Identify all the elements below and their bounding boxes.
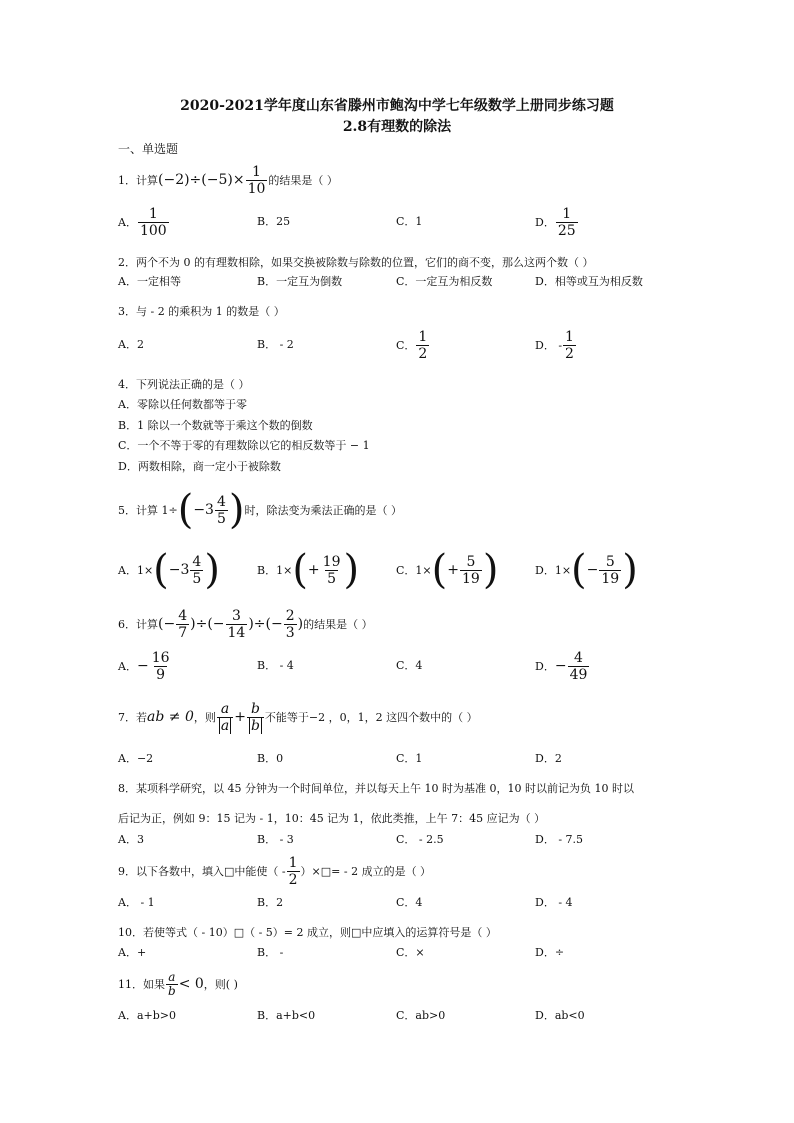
q10-option-b[interactable]: B． - bbox=[257, 946, 284, 959]
q5-option-c[interactable]: C．1× ( + $\frac{5}{19}$ ) bbox=[396, 547, 499, 593]
question-5-stem: 5．计算 1÷ ( −3 $\frac{4}{5}$ ) 时，除法变为乘法正确的是（ ） bbox=[118, 487, 402, 533]
q6-option-c[interactable]: C．4 bbox=[396, 659, 423, 672]
q1-expression: (−2)÷(−5)× bbox=[158, 172, 245, 188]
q11-option-a[interactable]: A．a+b>0 bbox=[118, 1009, 176, 1022]
question-6-stem: 6．计算 (− $\frac{4}{7}$ )÷(− $\frac{3}{14}$ )÷(− $\frac{2}{3}$ ) 的结果是（ ） bbox=[118, 607, 373, 641]
q4-option-a[interactable]: A．零除以任何数都等于零 bbox=[118, 398, 247, 411]
question-11-stem: 11．如果 $\frac{a}{b}$ < 0 ，则( ) bbox=[118, 969, 238, 998]
q5-option-a[interactable]: A．1× ( −3 $\frac{4}{5}$ ) bbox=[118, 547, 220, 593]
q1-fraction: $\frac{1}{10}$ bbox=[247, 163, 266, 197]
q1-a-fraction: $\frac{1}{100}$ bbox=[139, 205, 167, 239]
q9-option-b[interactable]: B．2 bbox=[257, 896, 284, 909]
q7-option-d[interactable]: D．2 bbox=[535, 752, 562, 765]
q7-option-a[interactable]: A．−2 bbox=[118, 752, 154, 765]
q9-option-d[interactable]: D． - 4 bbox=[535, 896, 573, 909]
q1-option-c[interactable]: C．1 bbox=[396, 215, 423, 228]
q7-option-b[interactable]: B．0 bbox=[257, 752, 284, 765]
q3-option-d[interactable]: D． - $\frac{1}{2}$ bbox=[535, 328, 574, 362]
q3-d-fraction: $\frac{1}{2}$ bbox=[565, 328, 574, 362]
q2-option-c[interactable]: C．一定互为相反数 bbox=[396, 275, 493, 288]
q3-option-c[interactable]: C． $\frac{1}{2}$ bbox=[396, 328, 428, 362]
doc-title-line2: 2.8有理数的除法 bbox=[342, 119, 452, 135]
q10-option-c[interactable]: C．× bbox=[396, 946, 425, 959]
q8-option-b[interactable]: B． - 3 bbox=[257, 833, 294, 846]
q1-label: 1．计算 bbox=[118, 174, 158, 187]
q11-option-c[interactable]: C．ab>0 bbox=[396, 1009, 446, 1022]
q1-option-b[interactable]: B．25 bbox=[257, 215, 291, 228]
question-2-stem: 2．两个不为 0 的有理数相除，如果交换被除数与除数的位置，它们的商不变，那么这两个数（ ） bbox=[118, 256, 594, 269]
q4-option-b[interactable]: B．1 除以一个数就等于乘这个数的倒数 bbox=[118, 419, 313, 432]
question-7-stem: 7．若 ab ≠ 0 ，则 $\frac{a}{a}$ + $\frac{b}{b}$ 不能等于−2 ，0，1，2 这四个数中的（ ） bbox=[118, 700, 478, 734]
question-9-stem: 9．以下各数中，填入□中能使（ - $\frac{1}{2}$ ）×□= - 2 成立的是（ ） bbox=[118, 854, 432, 888]
q11-option-b[interactable]: B．a+b<0 bbox=[257, 1009, 316, 1022]
q6-option-d[interactable]: D． − $\frac{4}{49}$ bbox=[535, 649, 588, 683]
q2-option-d[interactable]: D．相等或互为相反数 bbox=[535, 275, 643, 288]
q1-d-fraction: $\frac{1}{25}$ bbox=[557, 205, 576, 239]
question-3-stem: 3．与 - 2 的乘积为 1 的数是（ ） bbox=[118, 305, 285, 318]
q3-option-a[interactable]: A．2 bbox=[118, 338, 144, 351]
q8-option-d[interactable]: D． - 7.5 bbox=[535, 833, 584, 846]
q4-option-c[interactable]: C．一个不等于零的有理数除以它的相反数等于 − 1 bbox=[118, 439, 370, 452]
q4-option-d[interactable]: D．两数相除，商一定小于被除数 bbox=[118, 460, 281, 473]
q3-option-b[interactable]: B． - 2 bbox=[257, 338, 294, 351]
q3-c-fraction: $\frac{1}{2}$ bbox=[418, 328, 428, 362]
q6-option-b[interactable]: B． - 4 bbox=[257, 659, 294, 672]
q1-suffix: 的结果是（ ） bbox=[268, 174, 338, 187]
q1-option-d[interactable]: D． $\frac{1}{25}$ bbox=[535, 205, 576, 239]
q10-option-a[interactable]: A．+ bbox=[118, 946, 147, 959]
q5-fraction: $\frac{4}{5}$ bbox=[216, 493, 226, 527]
question-1-stem bbox=[118, 160, 338, 200]
question-8-stem-line1: 8．某项科学研究，以 45 分钟为一个时间单位，并以每天上午 10 时为基准 0，10 时以前记为负 10 时以 bbox=[118, 782, 634, 795]
q7-option-c[interactable]: C．1 bbox=[396, 752, 423, 765]
question-10-stem: 10．若使等式（ - 10）□（ - 5）= 2 成立，则□中应填入的运算符号是（ ） bbox=[118, 926, 497, 939]
doc-title-line1: 2020-2021学年度山东省滕州市鲍沟中学七年级数学上册同步练习题 bbox=[180, 98, 614, 114]
q8-option-c[interactable]: C． - 2.5 bbox=[396, 833, 444, 846]
q9-option-c[interactable]: C．4 bbox=[396, 896, 423, 909]
q5-option-b[interactable]: B．1× ( + $\frac{19}{5}$ ) bbox=[257, 547, 360, 593]
q11-option-d[interactable]: D．ab<0 bbox=[535, 1009, 585, 1022]
q2-option-a[interactable]: A．一定相等 bbox=[118, 275, 181, 288]
q8-option-a[interactable]: A．3 bbox=[118, 833, 144, 846]
section-heading: 一、单选题 bbox=[118, 142, 179, 156]
question-4-stem: 4．下列说法正确的是（ ） bbox=[118, 378, 250, 391]
question-8-stem-line2: 后记为正，例如 9：15 记为 - 1，10：45 记为 1，依此类推，上午 7：45 应记为（ ） bbox=[118, 812, 546, 825]
q2-option-b[interactable]: B．一定互为倒数 bbox=[257, 275, 343, 288]
q1-option-a[interactable]: A． $\frac{1}{100}$ bbox=[118, 205, 167, 239]
q5-option-d[interactable]: D．1× ( − $\frac{5}{19}$ ) bbox=[535, 547, 638, 593]
q10-option-d[interactable]: D．÷ bbox=[535, 946, 565, 959]
q9-option-a[interactable]: A． - 1 bbox=[118, 896, 155, 909]
q6-option-a[interactable]: A． − $\frac{16}{9}$ bbox=[118, 649, 170, 683]
